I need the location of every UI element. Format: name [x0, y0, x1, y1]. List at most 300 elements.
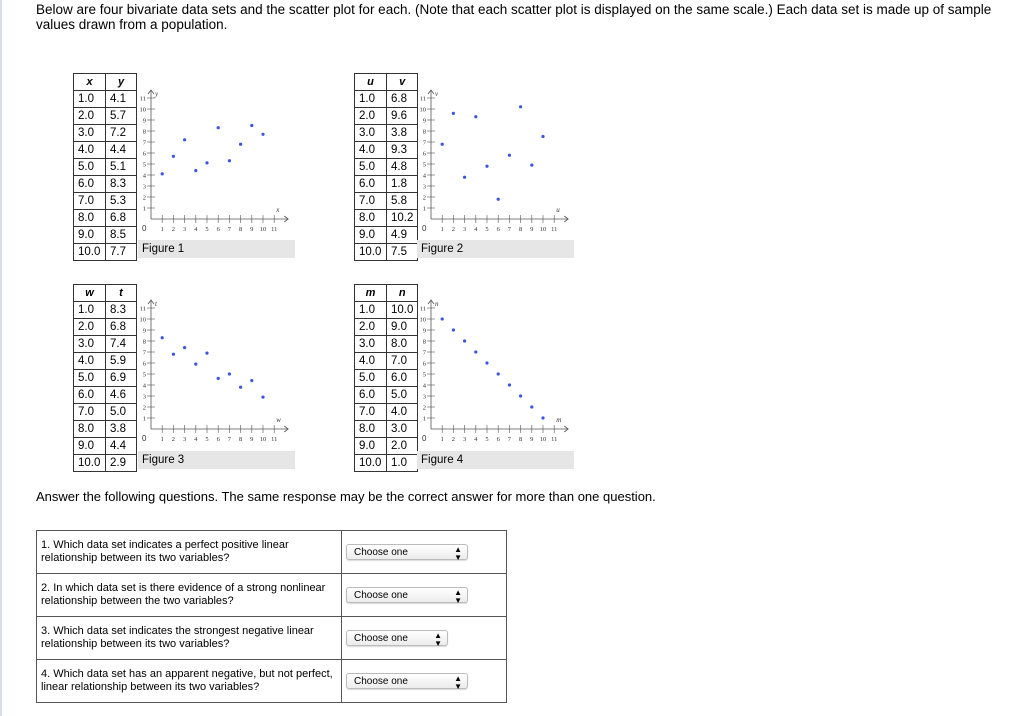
data-point: [452, 112, 455, 115]
data-point: [239, 143, 242, 146]
y-tick-label: 4: [422, 382, 426, 390]
data-point: [228, 372, 231, 375]
data-point: [172, 353, 175, 356]
table-row: [355, 370, 418, 387]
origin-label: 0: [142, 224, 147, 233]
x-tick-label: 8: [518, 436, 523, 443]
x-value-cell: 10.0: [355, 455, 387, 472]
table-row: [74, 370, 137, 387]
x-tick-label: 10: [539, 226, 547, 233]
x-tick-label: 8: [238, 226, 243, 233]
answer-select-3[interactable]: [346, 630, 448, 646]
data-point: [452, 328, 455, 331]
y-value-cell: 8.3: [106, 176, 137, 193]
x-value-cell: 10.0: [74, 244, 106, 261]
x-value-cell: 4.0: [74, 353, 106, 370]
x-value-cell: 3.0: [74, 125, 106, 142]
y-value-cell: 5.7: [106, 108, 137, 125]
data-point: [519, 394, 522, 397]
data-point: [508, 383, 511, 386]
data-point: [217, 377, 220, 380]
x-tick-label: 5: [205, 226, 209, 233]
table-row: [355, 193, 418, 210]
y-value-cell: 7.4: [106, 336, 137, 353]
x-value-cell: 10.0: [355, 244, 387, 261]
x-value-cell: 10.0: [74, 455, 106, 472]
x-tick-label: 2: [451, 226, 456, 233]
data-point: [183, 138, 186, 141]
x-tick-label: 6: [496, 226, 500, 233]
x-value-cell: 2.0: [74, 108, 106, 125]
x-value-cell: 8.0: [355, 421, 387, 438]
figure-label-3: Figure 3: [138, 451, 295, 469]
x-value-cell: 2.0: [74, 319, 106, 336]
table-row: [355, 125, 418, 142]
origin-label: 0: [422, 434, 427, 443]
y-value-cell: 6.9: [106, 370, 137, 387]
table-header-m: m: [355, 285, 387, 302]
table-row: [74, 125, 137, 142]
y-tick-label: 1: [142, 415, 146, 423]
y-tick-label: 4: [422, 172, 426, 180]
table-row: [74, 193, 137, 210]
table-row: [355, 438, 418, 455]
question-text: 2. In which data set is there evidence of a strong nonlinear relationship between the two variables?: [37, 574, 342, 617]
y-axis-label: v: [435, 90, 439, 98]
x-tick-label: 7: [227, 226, 232, 233]
x-tick-label: 1: [440, 226, 444, 233]
y-value-cell: 1.0: [387, 455, 418, 472]
question-row: [37, 574, 507, 617]
y-value-cell: 9.0: [387, 319, 418, 336]
data-point: [194, 363, 197, 366]
x-value-cell: 2.0: [355, 319, 387, 336]
x-tick-label: 1: [160, 226, 164, 233]
data-point: [183, 346, 186, 349]
x-value-cell: 1.0: [355, 91, 387, 108]
table-row: [355, 353, 418, 370]
y-tick-label: 6: [142, 360, 146, 368]
y-axis-label: t: [155, 300, 157, 308]
x-tick-label: 8: [518, 226, 523, 233]
y-value-cell: 4.6: [106, 387, 137, 404]
y-tick-label: 3: [142, 393, 146, 401]
x-value-cell: 7.0: [74, 193, 106, 210]
table-row: [74, 404, 137, 421]
x-axis-label: u: [556, 206, 560, 214]
table-header-w: w: [74, 285, 106, 302]
y-tick-label: 10: [139, 106, 146, 114]
x-value-cell: 6.0: [74, 176, 106, 193]
y-tick-label: 2: [142, 194, 146, 202]
table-header-t: t: [106, 285, 137, 302]
x-tick-label: 11: [271, 226, 278, 233]
y-value-cell: 5.8: [387, 193, 418, 210]
x-tick-label: 5: [485, 436, 489, 443]
data-point: [541, 416, 544, 419]
answer-cell: [342, 574, 507, 617]
table-row: [74, 336, 137, 353]
table-row: [355, 108, 418, 125]
x-value-cell: 3.0: [355, 125, 387, 142]
data-point: [217, 126, 220, 129]
y-value-cell: 3.0: [387, 421, 418, 438]
x-tick-label: 5: [205, 436, 209, 443]
y-value-cell: 9.6: [387, 108, 418, 125]
x-tick-label: 9: [250, 226, 254, 233]
x-value-cell: 4.0: [74, 142, 106, 159]
scatter-plot-2: [415, 83, 575, 238]
x-value-cell: 4.0: [355, 142, 387, 159]
y-value-cell: 4.8: [387, 159, 418, 176]
answer-instructions: Answer the following questions. The same response may be the correct answer for more than one question.: [36, 489, 656, 504]
data-point: [485, 165, 488, 168]
y-tick-label: 3: [422, 393, 426, 401]
data-point: [161, 172, 164, 175]
select-value: Choose one: [354, 633, 408, 644]
x-tick-label: 10: [259, 226, 267, 233]
x-value-cell: 1.0: [355, 302, 387, 319]
data-point: [261, 133, 264, 136]
table-row: [355, 159, 418, 176]
y-value-cell: 5.9: [106, 353, 137, 370]
x-tick-label: 9: [530, 226, 534, 233]
x-tick-label: 4: [194, 226, 198, 233]
y-value-cell: 10.0: [387, 302, 418, 319]
x-tick-label: 3: [182, 436, 187, 443]
x-value-cell: 6.0: [355, 176, 387, 193]
y-value-cell: 5.1: [106, 159, 137, 176]
x-tick-label: 4: [474, 436, 478, 443]
y-tick-label: 11: [139, 305, 146, 313]
select-value: Choose one: [354, 547, 408, 558]
question-text: 3. Which data set indicates the strongest negative linear relationship between its two variables?: [37, 617, 342, 660]
question-row: [37, 531, 507, 574]
y-tick-label: 7: [142, 139, 146, 147]
table-header-v: v: [387, 74, 418, 91]
y-value-cell: 9.3: [387, 142, 418, 159]
data-point: [205, 161, 208, 164]
table-row: [355, 404, 418, 421]
x-value-cell: 7.0: [355, 193, 387, 210]
table-row: [74, 387, 137, 404]
data-point: [497, 198, 500, 201]
table-row: [355, 210, 418, 227]
x-tick-label: 6: [216, 226, 220, 233]
y-tick-label: 2: [422, 194, 426, 202]
data-point: [508, 154, 511, 157]
x-axis-label: m: [556, 416, 562, 424]
x-value-cell: 8.0: [355, 210, 387, 227]
y-tick-label: 3: [422, 183, 426, 191]
y-tick-label: 10: [419, 106, 426, 114]
y-value-cell: 2.0: [387, 438, 418, 455]
y-tick-label: 11: [419, 305, 426, 313]
x-tick-label: 8: [238, 436, 243, 443]
table-row: [355, 421, 418, 438]
x-value-cell: 7.0: [355, 404, 387, 421]
x-tick-label: 5: [485, 226, 489, 233]
y-value-cell: 8.5: [106, 227, 137, 244]
x-tick-label: 2: [171, 226, 176, 233]
data-table-1: [73, 73, 137, 261]
select-value: Choose one: [354, 676, 408, 687]
x-value-cell: 5.0: [74, 159, 106, 176]
y-value-cell: 4.4: [106, 438, 137, 455]
table-row: [74, 455, 137, 472]
y-tick-label: 4: [142, 172, 146, 180]
table-row: [355, 142, 418, 159]
x-tick-label: 3: [182, 226, 187, 233]
scatter-plot-1: [135, 83, 295, 238]
data-point: [441, 143, 444, 146]
scatter-plot-3: [135, 293, 295, 448]
y-value-cell: 2.9: [106, 455, 137, 472]
y-tick-label: 8: [142, 128, 146, 136]
y-tick-label: 8: [142, 338, 146, 346]
data-point: [250, 379, 253, 382]
y-tick-label: 9: [142, 327, 146, 335]
table-row: [74, 244, 137, 261]
answer-select-4[interactable]: [346, 673, 468, 689]
x-tick-label: 11: [551, 226, 558, 233]
table-row: [355, 336, 418, 353]
data-point: [205, 352, 208, 355]
origin-label: 0: [142, 434, 147, 443]
select-value: Choose one: [354, 590, 408, 601]
answer-select-2[interactable]: [346, 587, 468, 603]
x-axis-label: w: [276, 416, 281, 424]
data-table-4: [354, 284, 418, 472]
y-tick-label: 10: [419, 316, 426, 324]
y-tick-label: 11: [419, 95, 426, 103]
scatter-plot-4: [415, 293, 575, 448]
y-tick-label: 5: [422, 161, 426, 169]
x-value-cell: 9.0: [74, 438, 106, 455]
y-value-cell: 7.0: [387, 353, 418, 370]
y-tick-label: 1: [142, 205, 146, 213]
table-row: [355, 302, 418, 319]
x-value-cell: 9.0: [355, 438, 387, 455]
x-tick-label: 9: [250, 436, 254, 443]
data-point: [261, 396, 264, 399]
table-row: [74, 142, 137, 159]
x-value-cell: 3.0: [355, 336, 387, 353]
x-tick-label: 6: [496, 436, 500, 443]
data-point: [463, 339, 466, 342]
intro-text: Below are four bivariate data sets and the scatter plot for each. (Note that each scatter plot is displayed on the same scale.) Each data set is made up of sample values drawn from a population.: [36, 2, 992, 32]
table-row: [74, 176, 137, 193]
y-tick-label: 9: [422, 117, 426, 125]
x-axis-label: x: [276, 206, 280, 214]
x-value-cell: 4.0: [355, 353, 387, 370]
x-tick-label: 4: [194, 436, 198, 443]
y-value-cell: 4.0: [387, 404, 418, 421]
y-value-cell: 7.5: [387, 244, 418, 261]
y-tick-label: 3: [142, 183, 146, 191]
data-point: [194, 169, 197, 172]
y-value-cell: 6.8: [387, 91, 418, 108]
table-row: [74, 227, 137, 244]
y-value-cell: 8.3: [106, 302, 137, 319]
table-header-x: x: [74, 74, 106, 91]
y-tick-label: 1: [422, 415, 426, 423]
x-tick-label: 2: [451, 436, 456, 443]
table-header-n: n: [387, 285, 418, 302]
data-point: [530, 164, 533, 167]
y-value-cell: 5.0: [387, 387, 418, 404]
origin-label: 0: [422, 224, 427, 233]
y-tick-label: 8: [422, 338, 426, 346]
data-point: [161, 336, 164, 339]
y-axis-label: n: [435, 300, 439, 308]
table-row: [74, 319, 137, 336]
answer-cell: [342, 660, 507, 703]
x-tick-label: 11: [271, 436, 278, 443]
data-point: [250, 124, 253, 127]
x-value-cell: 3.0: [74, 336, 106, 353]
data-point: [485, 361, 488, 364]
x-tick-label: 2: [171, 436, 176, 443]
y-value-cell: 1.8: [387, 176, 418, 193]
figure-label-2: Figure 2: [417, 240, 574, 258]
data-point: [530, 405, 533, 408]
x-tick-label: 10: [259, 436, 267, 443]
y-value-cell: 6.8: [106, 319, 137, 336]
table-row: [355, 387, 418, 404]
select-arrows-icon: ▲ ▼: [454, 545, 462, 562]
data-point: [497, 372, 500, 375]
y-value-cell: 4.9: [387, 227, 418, 244]
y-tick-label: 6: [422, 150, 426, 158]
x-tick-label: 7: [507, 436, 512, 443]
x-value-cell: 2.0: [355, 108, 387, 125]
data-point: [474, 115, 477, 118]
y-tick-label: 11: [139, 95, 146, 103]
answer-cell: [342, 531, 507, 574]
x-value-cell: 8.0: [74, 421, 106, 438]
y-tick-label: 7: [422, 349, 426, 357]
y-tick-label: 8: [422, 128, 426, 136]
y-value-cell: 7.2: [106, 125, 137, 142]
x-tick-label: 10: [539, 436, 547, 443]
x-value-cell: 5.0: [74, 370, 106, 387]
table-row: [74, 438, 137, 455]
table-row: [74, 91, 137, 108]
answer-cell: [342, 617, 507, 660]
data-table-2: [354, 73, 418, 261]
y-tick-label: 2: [422, 404, 426, 412]
question-row: [37, 660, 507, 703]
x-tick-label: 6: [216, 436, 220, 443]
x-tick-label: 1: [440, 436, 444, 443]
y-tick-label: 6: [142, 150, 146, 158]
table-row: [355, 227, 418, 244]
table-header-y: y: [106, 74, 137, 91]
table-row: [355, 244, 418, 261]
y-tick-label: 2: [142, 404, 146, 412]
table-row: [355, 455, 418, 472]
figure-label-1: Figure 1: [138, 240, 295, 258]
x-tick-label: 7: [507, 226, 512, 233]
data-point: [519, 105, 522, 108]
y-value-cell: 3.8: [106, 421, 137, 438]
y-tick-label: 4: [142, 382, 146, 390]
table-header-u: u: [355, 74, 387, 91]
x-value-cell: 6.0: [355, 387, 387, 404]
y-tick-label: 7: [422, 139, 426, 147]
table-row: [74, 108, 137, 125]
data-point: [239, 386, 242, 389]
question-text: 4. Which data set has an apparent negative, but not perfect, linear relationship between its two variables?: [37, 660, 342, 703]
x-value-cell: 7.0: [74, 404, 106, 421]
y-value-cell: 4.4: [106, 142, 137, 159]
y-value-cell: 8.0: [387, 336, 418, 353]
table-row: [355, 319, 418, 336]
y-tick-label: 5: [422, 371, 426, 379]
figure-label-4: Figure 4: [417, 451, 574, 469]
left-border: [0, 0, 2, 716]
data-point: [441, 317, 444, 320]
y-tick-label: 7: [142, 349, 146, 357]
y-value-cell: 5.0: [106, 404, 137, 421]
data-point: [228, 159, 231, 162]
x-tick-label: 3: [462, 436, 467, 443]
y-tick-label: 6: [422, 360, 426, 368]
data-point: [474, 350, 477, 353]
table-row: [74, 210, 137, 227]
y-value-cell: 4.1: [106, 91, 137, 108]
question-text: 1. Which data set indicates a perfect positive linear relationship between its two variables?: [37, 531, 342, 574]
table-row: [74, 421, 137, 438]
table-row: [355, 91, 418, 108]
table-row: [355, 176, 418, 193]
x-tick-label: 9: [530, 436, 534, 443]
y-value-cell: 6.8: [106, 210, 137, 227]
table-row: [74, 353, 137, 370]
x-tick-label: 3: [462, 226, 467, 233]
select-arrows-icon: ▲ ▼: [434, 631, 442, 648]
y-tick-label: 9: [142, 117, 146, 125]
x-value-cell: 9.0: [74, 227, 106, 244]
y-tick-label: 9: [422, 327, 426, 335]
y-tick-label: 10: [139, 316, 146, 324]
x-value-cell: 1.0: [74, 302, 106, 319]
table-row: [74, 159, 137, 176]
question-row: [37, 617, 507, 660]
y-tick-label: 5: [142, 371, 146, 379]
data-point: [541, 135, 544, 138]
y-value-cell: 5.3: [106, 193, 137, 210]
y-value-cell: 6.0: [387, 370, 418, 387]
y-tick-label: 1: [422, 205, 426, 213]
x-tick-label: 4: [474, 226, 478, 233]
x-value-cell: 6.0: [74, 387, 106, 404]
y-axis-label: y: [155, 90, 159, 98]
x-tick-label: 11: [551, 436, 558, 443]
data-table-3: [73, 284, 137, 472]
x-value-cell: 8.0: [74, 210, 106, 227]
data-point: [463, 176, 466, 179]
answer-select-1[interactable]: [346, 544, 468, 560]
y-value-cell: 3.8: [387, 125, 418, 142]
select-arrows-icon: ▲ ▼: [454, 588, 462, 605]
x-tick-label: 7: [227, 436, 232, 443]
x-tick-label: 1: [160, 436, 164, 443]
data-point: [172, 155, 175, 158]
table-row: [74, 302, 137, 319]
x-value-cell: 5.0: [355, 159, 387, 176]
